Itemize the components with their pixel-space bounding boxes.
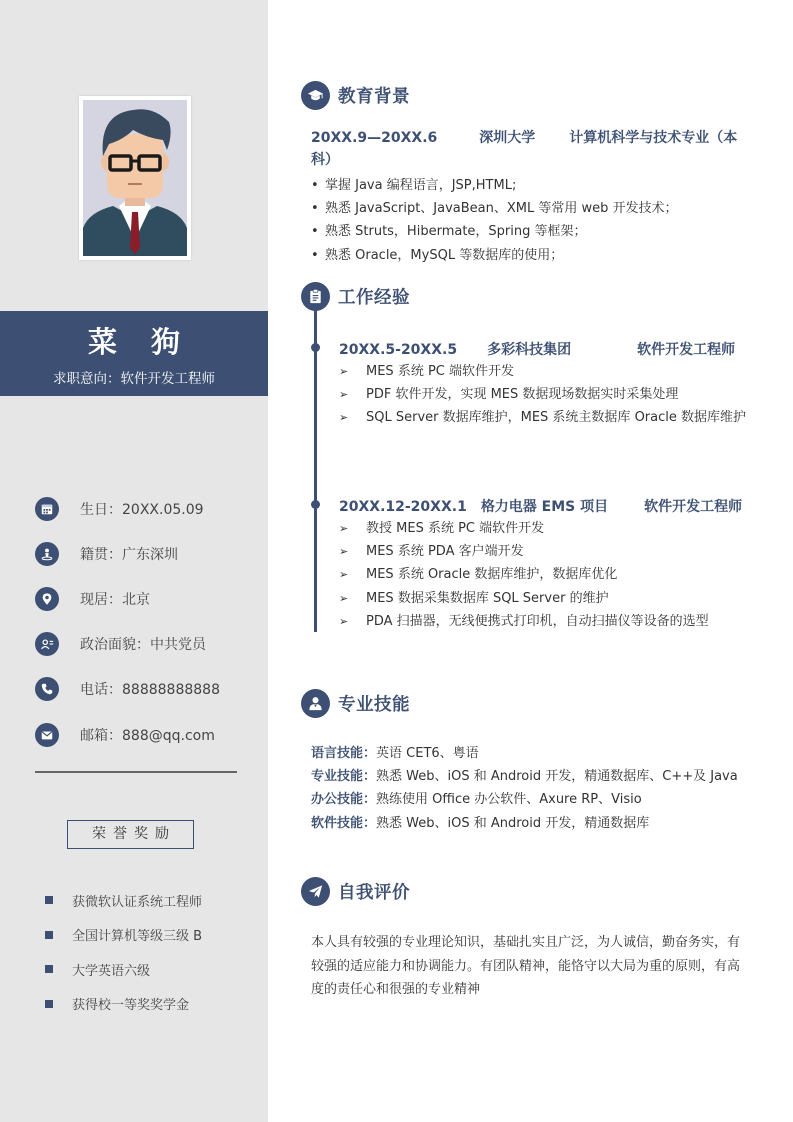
education-major: 计算机科学与技术专业（本科） (311, 130, 738, 168)
skills-list (311, 742, 738, 835)
info-item-residence (35, 576, 260, 621)
job-company: 多彩科技集团 (487, 342, 572, 358)
skill-item: 语言技能：英语 CET6、粤语 (311, 746, 479, 761)
calendar-icon (35, 497, 59, 521)
list-item: • 掌握 Java 编程语言，JSP,HTML; (311, 174, 678, 197)
name-banner (0, 311, 268, 396)
job-header (339, 339, 735, 359)
education-bullets (311, 174, 678, 267)
job-duties (339, 360, 746, 430)
political-status-text: 政治面貌：中共党员 (80, 637, 206, 654)
honor-item: 全国计算机等级三级 B (45, 918, 265, 953)
honor-item: 获微软认证系统工程师 (45, 883, 265, 918)
job-period: 20XX.12-20XX.1 (339, 499, 467, 515)
residence-text: 现居：北京 (80, 591, 150, 608)
job-company: 格力电器 EMS 项目 (480, 499, 609, 515)
hometown-text: 籍贯：广东深圳 (80, 546, 178, 563)
work-timeline (314, 310, 317, 632)
square-bullet-icon (45, 931, 53, 939)
job-role: 软件开发工程师 (637, 342, 736, 358)
honor-item: 大学英语六级 (45, 952, 265, 987)
paper-plane-icon (301, 877, 330, 906)
skill-item: 办公技能：熟练使用 Office 办公软件、Axure RP、Visio (311, 792, 642, 808)
list-item: ➢ SQL Server 数据库维护，MES 系统主数据库 Oracle 数据库维护 (339, 406, 746, 429)
skill-item: 软件技能：熟悉 Web、iOS 和 Android 开发，精通数据库 (311, 815, 650, 831)
list-item: • 熟悉 Oracle，MySQL 等数据库的使用； (311, 244, 678, 267)
user-badge-icon (301, 689, 330, 718)
avatar-illustration (83, 100, 187, 256)
education-summary (311, 127, 751, 171)
phone-text: 电话：88888888888 (80, 682, 220, 699)
candidate-name: 菜 狗 (87, 325, 193, 359)
square-bullet-icon (45, 965, 53, 973)
info-item-hometown (35, 531, 260, 576)
job-period: 20XX.5-20XX.5 (339, 342, 458, 358)
list-item: ➢ PDA 扫描器，无线便携式打印机，自动扫描仪等设备的选型 (339, 610, 709, 633)
party-badge-icon (35, 632, 59, 656)
email-text: 邮箱：888@qq.com (80, 727, 215, 744)
education-title: 教育背景 (338, 87, 410, 107)
self-eval-text: 本人具有较强的专业理论知识，基础扎实且广泛，为人诚信，勤奋务实，有较强的适应能力和协调能力。有团队精神，能恪守以大局为重的原则，有高度的责任心和很强的专业精神 (311, 935, 741, 997)
job-intent: 求职意向：软件开发工程师 (53, 371, 215, 387)
birthday-text: 生日：20XX.05.09 (80, 501, 204, 518)
job-header (339, 496, 742, 516)
job-role: 软件开发工程师 (644, 499, 743, 515)
work-title: 工作经验 (338, 288, 410, 308)
honors-title: 荣誉奖励 (67, 820, 194, 849)
honor-item: 获得校一等奖奖学金 (45, 987, 265, 1022)
square-bullet-icon (45, 896, 53, 904)
mail-icon (35, 723, 59, 747)
job-duties (339, 517, 709, 633)
list-item: ➢ MES 系统 PC 端软件开发 (339, 360, 746, 383)
self-eval-section-header (301, 877, 410, 906)
list-item: ➢ MES 数据采集数据库 SQL Server 的维护 (339, 587, 709, 610)
timeline-dot (311, 343, 320, 352)
skills-title: 专业技能 (338, 695, 410, 715)
list-item: ➢ MES 系统 PDA 客户端开发 (339, 540, 709, 563)
info-item-political (35, 622, 260, 667)
profile-photo (79, 96, 191, 260)
honors-list (45, 883, 265, 1021)
education-school: 深圳大学 (479, 130, 536, 146)
info-item-phone (35, 667, 260, 712)
sidebar-divider (35, 771, 237, 773)
map-pin-icon (35, 587, 59, 611)
person-location-icon (35, 542, 59, 566)
work-section-header (301, 282, 410, 311)
timeline-dot (311, 500, 320, 509)
list-item: ➢ PDF 软件开发，实现 MES 数据现场数据实时采集处理 (339, 383, 746, 406)
self-eval-title: 自我评价 (338, 883, 410, 903)
clipboard-icon (301, 282, 330, 311)
info-item-email (35, 712, 260, 757)
education-period: 20XX.9—20XX.6 (311, 130, 438, 146)
info-item-birthday (35, 486, 260, 531)
phone-icon (35, 677, 59, 701)
personal-info-list (35, 486, 260, 757)
square-bullet-icon (45, 1000, 53, 1008)
skill-item: 专业技能：熟悉 Web、iOS 和 Android 开发，精通数据库、C++及 Java (311, 769, 738, 785)
graduation-cap-icon (301, 81, 330, 110)
education-section-header (301, 81, 410, 110)
sidebar (0, 0, 268, 1122)
skills-section-header (301, 689, 410, 718)
list-item: • 熟悉 Struts，Hibermate，Spring 等框架； (311, 220, 678, 243)
list-item: • 熟悉 JavaScript、JavaBean、XML 等常用 web 开发技术； (311, 197, 678, 220)
list-item: ➢ 教授 MES 系统 PC 端软件开发 (339, 517, 709, 540)
list-item: ➢ MES 系统 Oracle 数据库维护，数据库优化 (339, 563, 709, 586)
